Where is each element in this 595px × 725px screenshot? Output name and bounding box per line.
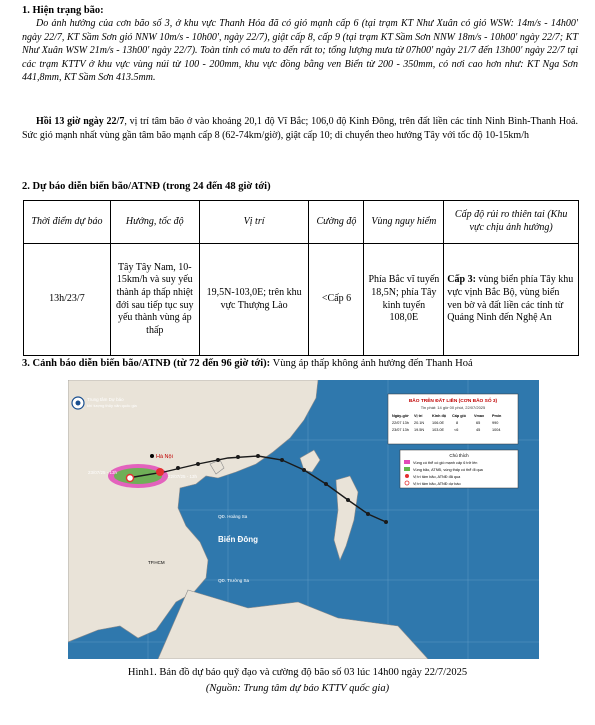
header-intensity: Cường độ: [309, 201, 364, 244]
table-row: [24, 244, 579, 356]
legend-title: Chú thích: [449, 453, 469, 458]
header-danger-zone: Vùng nguy hiểm: [364, 201, 444, 244]
storm-position-paragraph: [22, 115, 578, 142]
figure-caption: Hình1. Bản đồ dự báo quỹ đạo và cường độ bão số 03 lúc 14h00 ngày 22/7/2025: [127, 667, 468, 678]
logo-text-line1: Trung tâm Dự báo: [87, 397, 124, 402]
section3-title: 3. Cảnh báo diễn biến bão/ATNĐ (từ 72 đến 96 giờ tới):: [22, 358, 271, 369]
storm-forecast-map: [68, 380, 539, 659]
section3-text: Vùng áp thấp không ảnh hưởng đến Thanh Hoá: [270, 358, 473, 369]
forecast-table-header: [24, 201, 579, 244]
bien-dong-label: Biển Đông: [218, 535, 258, 544]
info-row-0-pmin: 990: [492, 421, 499, 425]
info-header-wind-level: Cấp gió: [452, 414, 466, 418]
hcm-label: TP.HCM: [148, 560, 165, 565]
cell-intensity: <Cấp 6: [309, 244, 364, 356]
section3-heading: [22, 357, 473, 370]
info-row-1-vmax: 45: [476, 428, 481, 432]
info-row-1-level: <6: [454, 428, 459, 432]
header-direction: Hướng, tốc độ: [110, 201, 199, 244]
track-label-forecast: 23/07/25 - 13h: [88, 470, 118, 475]
info-header-position: Vị trí: [414, 414, 423, 418]
section1-heading: 1. Hiện trạng bão:: [22, 5, 104, 16]
info-box-subtitle: Tin phát: 14 giờ 00 phút, 22/07/2025: [420, 405, 486, 410]
info-header-longitude: Kinh độ: [432, 414, 447, 418]
forecast-center-icon: [127, 475, 134, 482]
legend-item-0: Vùng có thể có gió mạnh cấp 6 trở lên: [413, 461, 478, 465]
info-row-0-level: 8: [456, 421, 459, 425]
info-box: [388, 394, 518, 444]
info-box-title: BÃO TRÊN ĐẤT LIỀN (CƠN BÃO SỐ 3): [408, 399, 498, 404]
info-header-time: Ngày-giờ: [392, 414, 409, 418]
cell-risk-level: [444, 244, 579, 356]
ha-noi-marker: [150, 454, 154, 458]
legend-swatch-past: [405, 474, 409, 478]
legend-item-3: Vị trí tâm bão, ATNĐ dự báo: [413, 482, 461, 486]
observation-time: Hồi 13 giờ ngày 22/7: [36, 116, 125, 127]
info-row-0-lat: 20.1N: [414, 421, 425, 425]
header-position: Vị trí: [199, 201, 309, 244]
info-header-vmax: Vmax: [474, 414, 485, 418]
hoang-sa-label: QĐ. Hoàng Sa: [218, 514, 248, 519]
section2-heading: 2. Dự báo diễn biến bão/ATNĐ (trong 24 đến 48 giờ tới): [22, 181, 271, 192]
logo-text-line2: khí tượng thủy văn quốc gia: [87, 403, 137, 408]
info-row-0-time: 22/07 13h: [392, 421, 409, 425]
legend-box: [400, 450, 518, 488]
info-row-0-lon: 106.0E: [432, 421, 445, 425]
legend-swatch-forecast: [405, 481, 409, 485]
ha-noi-label: Hà Nội: [156, 454, 173, 460]
risk-level-label: Cấp 3:: [447, 274, 476, 286]
legend-swatch-danger: [404, 460, 410, 464]
legend-item-1: Vùng bão, ATNĐ, vùng thấp có thể đi qua: [413, 468, 483, 472]
cell-position: 19,5N-103,0E; trên khu vực Thượng Lào: [199, 244, 309, 356]
track-label-current: 22/07/25 - 13h: [168, 474, 198, 479]
cell-time: 13h/23/7: [24, 244, 111, 356]
cell-direction: Tây Tây Nam, 10-15km/h và suy yếu thành áp thấp nhiệt đới sau tiếp tục suy yếu thành vùng áp thấp: [110, 244, 199, 356]
info-row-0-vmax: 65: [476, 421, 481, 425]
header-time: Thời điểm dự báo: [24, 201, 111, 244]
legend-swatch-wind: [404, 467, 410, 471]
info-header-pmin: Pmin: [492, 414, 502, 418]
info-row-1-pmin: 1004: [492, 428, 501, 432]
legend-item-2: Vị trí tâm bão, ATNĐ đã qua: [413, 475, 461, 479]
forecast-table: [23, 200, 579, 356]
info-row-1-time: 23/07 13h: [392, 428, 409, 432]
cell-danger-zone: Phía Bắc vĩ tuyến 18,5N; phía Tây kinh tuyến 108,0E: [364, 244, 444, 356]
storm-position-text: , vị trí tâm bão ở vào khoảng 20,1 độ Vĩ Bắc; 106,0 độ Kinh Đông, trên đất liền các tỉnh Ninh Bình-Thanh Hoá. Sức gió mạnh nhất vùng gần tâm bão mạnh cấp 8 (62-74km/giờ), giật cấp 10; di chuyển theo hướng Tây với tốc độ 10-15km/h: [22, 116, 578, 141]
header-risk-level: Cấp độ rủi ro thiên tai (Khu vực chịu ảnh hưởng): [444, 201, 579, 244]
storm-center-icon: [156, 468, 164, 476]
status-paragraph: Do ảnh hưởng của cơn bão số 3, ở khu vực Thanh Hóa đã có gió mạnh cấp 6 (tại trạm KT Như Xuân có gió WSW: 14m/s - 14h00' ngày 22/7, KT Sầm Sơn gió NNW 10m/s - 10h00', ngày 22/7), giật cấp 8, cấp 9 (tại trạm KT Sầm Sơn NNW 18m/s - 10h00' ngày 22/7; KT Như Xuân WSW 21m/s - 13h00' ngày 22/7). Toàn tỉnh có mưa to đến rất to; tổng lượng mưa từ 07h00' ngày 21/7 đến 13h00' ngày 22/7 tại các trạm KTTV ở khu vực vùng núi từ 100 - 200mm, khu vực đồng bằng ven Biển từ 200 - 350mm, có nơi cao hơn như: KT Nga Sơn 441,8mm, KT Sầm Sơn 413.5mm.: [22, 18, 578, 84]
figure-source: (Nguồn: Trung tâm dự báo KTTV quốc gia): [205, 683, 390, 694]
info-row-1-lat: 19.5N: [414, 428, 425, 432]
risk-level-text: vùng biển phía Tây khu vực vịnh Bắc Bộ, vùng biển ven bờ và đất liền các tỉnh từ Quảng Ninh đến Nghệ An: [447, 274, 574, 324]
truong-sa-label: QĐ. Trường Sa: [218, 578, 249, 583]
info-row-1-lon: 103.0E: [432, 428, 445, 432]
